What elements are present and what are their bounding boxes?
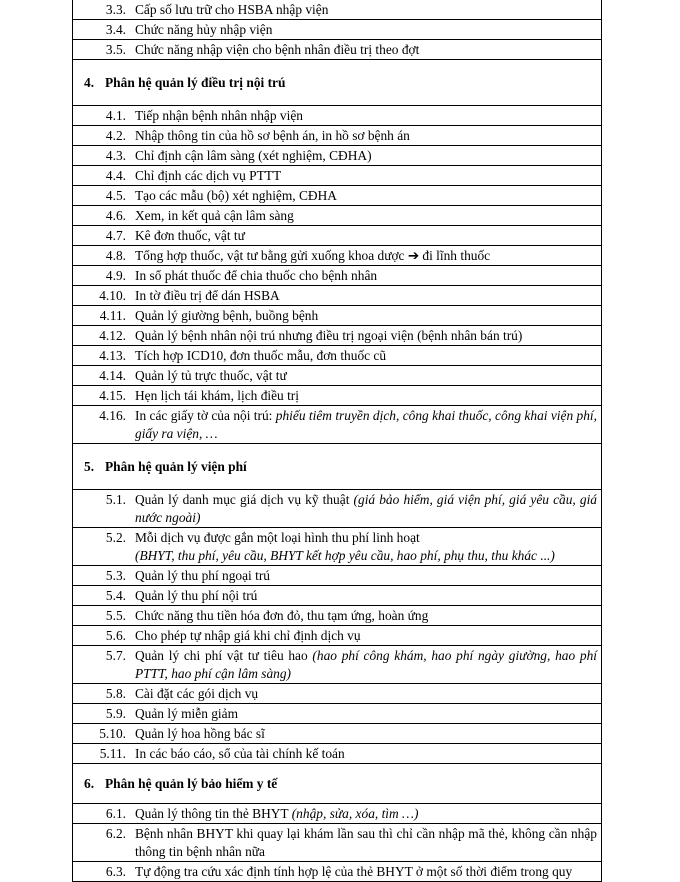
item-text: Chỉ định cận lâm sàng (xét nghiệm, CĐHA) [135, 147, 372, 163]
table-row [73, 126, 601, 146]
item-text: In các báo cáo, sổ của tài chính kế toán [135, 745, 345, 761]
item-text: Quản lý thu phí ngoại trú [135, 567, 271, 583]
item-note: (giá bảo hiểm, giá viện phí, giá yêu cầu, giá nước ngoài) [135, 491, 597, 525]
item-number: 5.4. [105, 587, 126, 603]
item-number: 6.3. [105, 863, 126, 879]
item-text: Quản lý thu phí nội trú [135, 587, 258, 603]
item-text: Chỉ định các dịch vụ PTTT [135, 167, 282, 183]
table-row [73, 166, 601, 186]
item-text: Quản lý miễn giảm [135, 705, 239, 721]
item-number: 4.9. [105, 267, 126, 283]
item-number: 4.7. [105, 227, 126, 243]
item-text: Bệnh nhân BHYT khi quay lại khám lần sau thì chỉ cần nhập mã thẻ, không cần nhập thông tin bệnh nhân nữa [135, 825, 597, 859]
table-row [73, 646, 601, 684]
table-row [73, 326, 601, 346]
item-main-text: Quản lý thông tin thẻ BHYT [135, 805, 292, 821]
table-row [73, 804, 601, 824]
section-number: 6. [84, 775, 95, 791]
item-main-text: In các giấy tờ của nội trú: [135, 407, 276, 423]
table-row [73, 490, 601, 528]
section-title: Phân hệ quản lý viện phí [105, 458, 247, 474]
item-number: 4.1. [105, 107, 126, 123]
item-text [135, 407, 597, 443]
item-number: 4.2. [105, 127, 126, 143]
item-number: 4.8. [105, 247, 126, 263]
item-text: Quản lý giường bệnh, buồng bệnh [135, 307, 319, 323]
item-text [135, 491, 597, 527]
item-number: 6.1. [105, 805, 126, 821]
item-text [135, 647, 597, 683]
item-number: 5.10. [99, 725, 126, 741]
table-row [73, 286, 601, 306]
item-main-text: Quản lý chi phí vật tư tiêu hao [135, 647, 313, 663]
table-row [73, 0, 601, 20]
item-text: Hẹn lịch tái khám, lịch điều trị [135, 387, 299, 403]
item-number: 4.4. [105, 167, 126, 183]
item-text: Cho phép tự nhập giá khi chỉ định dịch vụ [135, 627, 361, 643]
section-heading [73, 444, 601, 490]
item-text: Kê đơn thuốc, vật tư [135, 227, 245, 243]
document-table [72, 0, 602, 882]
item-number: 4.15. [99, 387, 126, 403]
item-text: Tổng hợp thuốc, vật tư bằng gửi xuống khoa dược ➔ đi lĩnh thuốc [135, 247, 491, 263]
item-text: Tiếp nhận bệnh nhân nhập viện [135, 107, 303, 123]
item-text: Chức năng hủy nhập viện [135, 21, 273, 37]
table-row [73, 366, 601, 386]
table-row [73, 20, 601, 40]
section-number: 4. [84, 74, 95, 90]
item-number: 3.5. [105, 41, 126, 57]
section-title: Phân hệ quản lý điều trị nội trú [105, 74, 286, 90]
table-row [73, 724, 601, 744]
item-number: 4.5. [105, 187, 126, 203]
table-row [73, 106, 601, 126]
table-row [73, 246, 601, 266]
item-text: In tờ điều trị để dán HSBA [135, 287, 280, 303]
table-row [73, 684, 601, 704]
item-number: 5.7. [105, 647, 126, 663]
item-text: Xem, in kết quả cận lâm sàng [135, 207, 294, 223]
item-number: 4.11. [99, 307, 126, 323]
item-text: Chức năng nhập viện cho bệnh nhân điều trị theo đợt [135, 41, 420, 57]
item-text: In sổ phát thuốc để chia thuốc cho bệnh nhân [135, 267, 378, 283]
table-row [73, 606, 601, 626]
item-number: 6.2. [105, 825, 126, 841]
item-text: Nhập thông tin của hồ sơ bệnh án, in hồ sơ bệnh án [135, 127, 410, 143]
table-row [73, 146, 601, 166]
item-number: 5.6. [105, 627, 126, 643]
item-number: 5.1. [105, 491, 126, 507]
item-number: 3.3. [105, 1, 126, 17]
item-text: Quản lý tủ trực thuốc, vật tư [135, 367, 287, 383]
item-number: 5.5. [105, 607, 126, 623]
table-row [73, 206, 601, 226]
item-text: Chức năng thu tiền hóa đơn đỏ, thu tạm ứng, hoàn ứng [135, 607, 429, 623]
item-number: 5.8. [105, 685, 126, 701]
item-note: (hao phí công khám, hao phí ngày giường, hao phí PTTT, hao phí cận lâm sàng) [135, 647, 597, 681]
section-number: 5. [84, 458, 95, 474]
table-row [73, 186, 601, 206]
table-row [73, 586, 601, 606]
section-title: Phân hệ quản lý bảo hiểm y tế [105, 775, 278, 791]
section-heading [73, 60, 601, 106]
table-row [73, 528, 601, 566]
item-number: 5.2. [105, 529, 126, 545]
table-row [73, 406, 601, 444]
item-number: 5.9. [105, 705, 126, 721]
table-row [73, 346, 601, 366]
table-row [73, 386, 601, 406]
item-text: Cấp số lưu trữ cho HSBA nhập viện [135, 1, 329, 17]
item-number: 4.12. [99, 327, 126, 343]
item-text [135, 805, 597, 823]
item-number: 4.6. [105, 207, 126, 223]
item-text: Tự động tra cứu xác định tính hợp lệ của thẻ BHYT ở một số thời điểm trong quy [135, 863, 573, 879]
table-row [73, 306, 601, 326]
item-number: 4.16. [99, 407, 126, 423]
item-main-text: Quản lý danh mục giá dịch vụ kỹ thuật [135, 491, 354, 507]
item-number: 3.4. [105, 21, 126, 37]
section-heading [73, 764, 601, 804]
item-text: Cài đặt các gói dịch vụ [135, 685, 259, 701]
item-text [135, 529, 597, 565]
item-text: Quản lý bệnh nhân nội trú nhưng điều trị ngoại viện (bệnh nhân bán trú) [135, 327, 523, 343]
table-row [73, 40, 601, 60]
item-main-text: Mỗi dịch vụ được gắn một loại hình thu phí linh hoạt [135, 529, 420, 545]
item-number: 4.10. [99, 287, 126, 303]
table-row [73, 266, 601, 286]
item-text: Quản lý hoa hồng bác sĩ [135, 725, 265, 741]
item-text: Tích hợp ICD10, đơn thuốc mẫu, đơn thuốc cũ [135, 347, 387, 363]
item-number: 4.3. [105, 147, 126, 163]
table-row [73, 744, 601, 764]
item-note: (nhập, sửa, xóa, tìm …) [291, 805, 419, 821]
table-row [73, 862, 601, 882]
table-row [73, 226, 601, 246]
item-note: phiếu tiêm truyền dịch, công khai thuốc, công khai viện phí, giấy ra viện, … [135, 407, 598, 441]
item-number: 5.3. [105, 567, 126, 583]
item-number: 5.11. [99, 745, 126, 761]
item-number: 4.13. [99, 347, 126, 363]
item-note: (BHYT, thu phí, yêu cầu, BHYT kết hợp yêu cầu, hao phí, phụ thu, thu khác ...) [135, 547, 555, 563]
table-row [73, 626, 601, 646]
table-row [73, 566, 601, 586]
item-text: Tạo các mẫu (bộ) xét nghiệm, CĐHA [135, 187, 337, 203]
item-number: 4.14. [99, 367, 126, 383]
table-row [73, 704, 601, 724]
